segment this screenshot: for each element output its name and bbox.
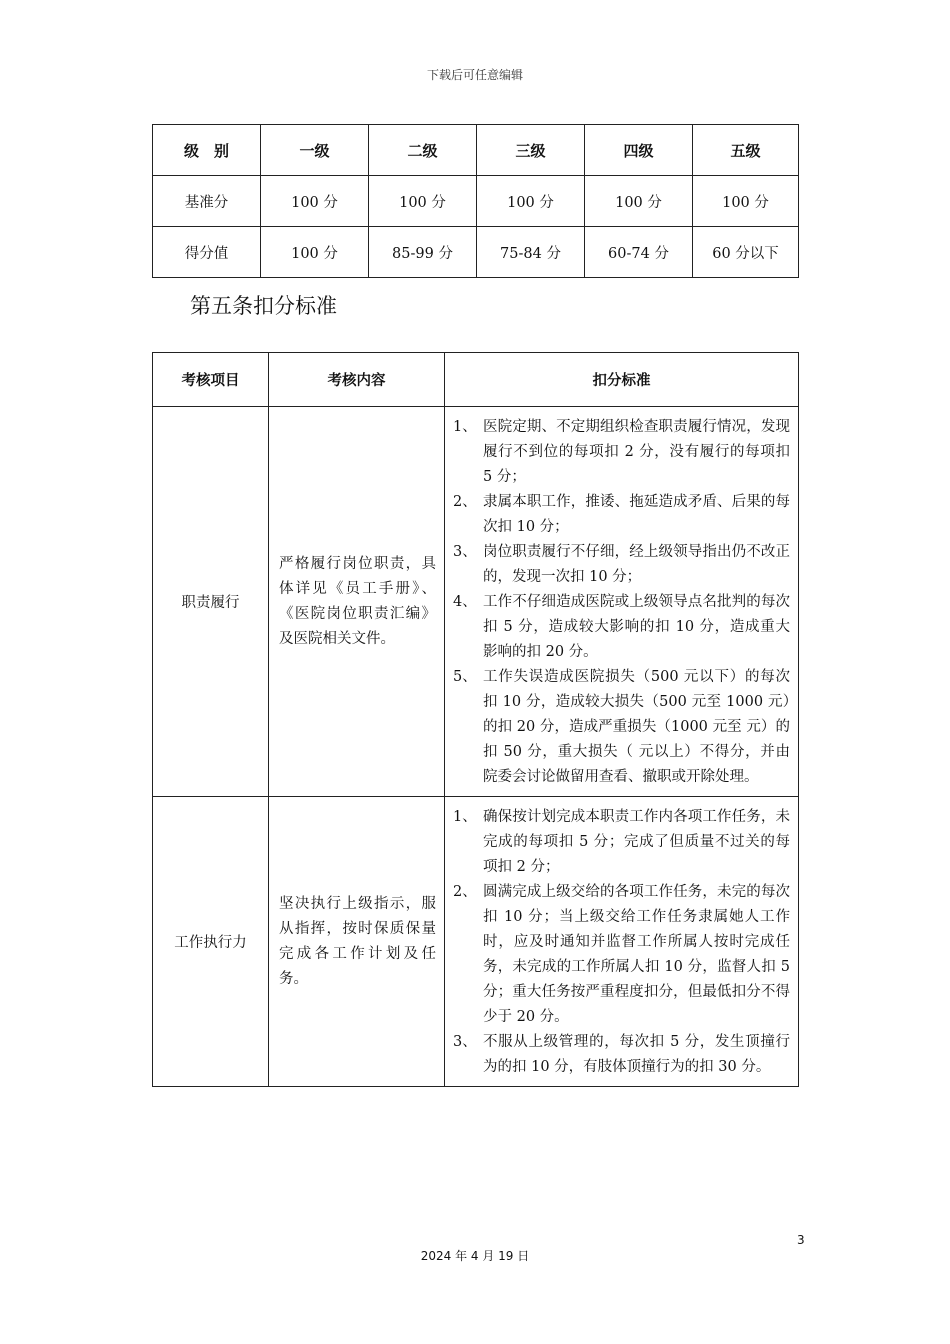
grade-cell: 100 分: [693, 176, 799, 227]
grade-cell: 100 分: [477, 176, 585, 227]
deduction-item: 工作执行力: [153, 797, 269, 1087]
grade-cell: 100 分: [369, 176, 477, 227]
standard-text: 工作失误造成医院损失（500 元以下）的每次扣 10 分，造成较大损失（500 元至 1000 元）的扣 20 分，造成严重损失（1000 元至 元）的扣 50 分，重大损失（ 元以上）不得分，并由院委会讨论做留用查看、撤职或开除处理。: [483, 669, 790, 785]
standard-text: 不服从上级管理的，每次扣 5 分，发生顶撞行为的扣 10 分，有肢体顶撞行为的扣 30 分。: [483, 1034, 790, 1075]
grade-header-cell: 级 别: [153, 125, 261, 176]
footer-date: 2024 年 4 月 19 日: [420, 1249, 530, 1263]
standard-list-item: [453, 1030, 790, 1080]
standard-number: 4、: [453, 594, 477, 610]
standard-text: 隶属本职工作，推诿、拖延造成矛盾、后果的每次扣 10 分；: [483, 494, 790, 535]
standard-number: 1、: [453, 419, 477, 435]
deduction-content: 严格履行岗位职责，具体详见《员工手册》、《医院岗位职责汇编》及医院相关文件。: [269, 407, 445, 797]
standard-number: 3、: [453, 1034, 477, 1050]
grade-table-row: [153, 227, 799, 278]
grade-header-cell: 三级: [477, 125, 585, 176]
standard-text: 医院定期、不定期组织检查职责履行情况，发现履行不到位的每项扣 2 分，没有履行的每项扣 5 分；: [483, 419, 790, 485]
deduction-header-cell: 考核内容: [269, 353, 445, 407]
grade-cell: 100 分: [261, 227, 369, 278]
deduction-standard: [445, 797, 799, 1087]
grade-cell: 60-74 分: [585, 227, 693, 278]
deduction-table-header-row: [153, 353, 799, 407]
standard-list-item: [453, 880, 790, 1030]
page-header: 下载后可任意编辑: [426, 68, 523, 82]
standard-list-item: [453, 590, 790, 665]
deduction-row-execution: [153, 797, 799, 1087]
grade-cell: 60 分以下: [693, 227, 799, 278]
standard-text: 圆满完成上级交给的各项工作任务，未完的每次扣 10 分；当上级交给工作任务隶属她人工作时，应及时通知并监督工作所属人按时完成任务，未完成的工作所属人扣 10 分，监督人扣 5 分；重大任务按严重程度扣分，但最低扣分不得少于 20 分。: [483, 884, 790, 1025]
grade-table: [152, 124, 799, 278]
page-number: 3: [797, 1233, 805, 1247]
standard-number: 1、: [453, 809, 477, 825]
standard-number: 5、: [453, 669, 477, 685]
grade-table-header-row: [153, 125, 799, 176]
standard-number: 2、: [453, 884, 477, 900]
standard-number: 3、: [453, 544, 477, 560]
deduction-row-duty: [153, 407, 799, 797]
standard-list-item: [453, 540, 790, 590]
grade-cell: 75-84 分: [477, 227, 585, 278]
standard-list-item: [453, 415, 790, 490]
deduction-table: [152, 352, 799, 1087]
deduction-content: 坚决执行上级指示，服从指挥，按时保质保量完成各工作计划及任务。: [269, 797, 445, 1087]
grade-cell: 基准分: [153, 176, 261, 227]
standard-text: 岗位职责履行不仔细，经上级领导指出仍不改正的，发现一次扣 10 分；: [483, 544, 790, 585]
standard-list-item: [453, 490, 790, 540]
standard-list-item: [453, 665, 790, 790]
grade-header-cell: 二级: [369, 125, 477, 176]
deduction-header-cell: 扣分标准: [445, 353, 799, 407]
standard-list-item: [453, 805, 790, 880]
grade-cell: 85-99 分: [369, 227, 477, 278]
standard-text: 工作不仔细造成医院或上级领导点名批判的每次扣 5 分，造成较大影响的扣 10 分，造成重大影响的扣 20 分。: [483, 594, 790, 660]
deduction-header-cell: 考核项目: [153, 353, 269, 407]
section-title: 第五条扣分标准: [190, 294, 337, 318]
grade-table-row: [153, 176, 799, 227]
grade-header-cell: 五级: [693, 125, 799, 176]
deduction-item: 职责履行: [153, 407, 269, 797]
standard-text: 确保按计划完成本职责工作内各项工作任务，未完成的每项扣 5 分；完成了但质量不过关的每项扣 2 分；: [483, 809, 790, 875]
deduction-standard: [445, 407, 799, 797]
grade-cell: 100 分: [261, 176, 369, 227]
standard-number: 2、: [453, 494, 477, 510]
grade-header-cell: 四级: [585, 125, 693, 176]
grade-cell: 100 分: [585, 176, 693, 227]
grade-header-cell: 一级: [261, 125, 369, 176]
grade-cell: 得分值: [153, 227, 261, 278]
